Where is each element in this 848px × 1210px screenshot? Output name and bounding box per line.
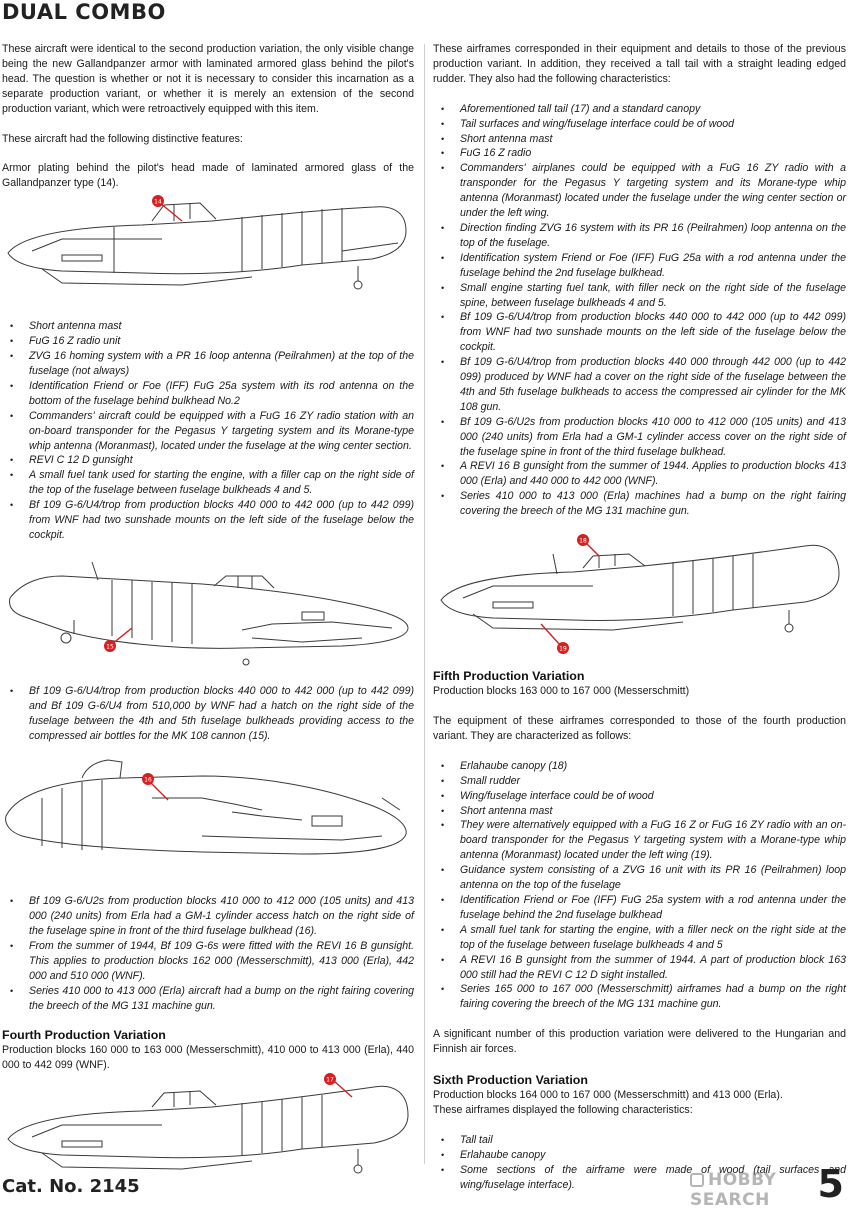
aircraft-drawing-mk108-hatch — [2, 558, 414, 676]
list-item: • A small fuel tank for starting the engine, with a filler neck on the right side at the top of the fuselage between fuselage bulkheads 4 and 5 — [433, 923, 846, 953]
section-heading-fourth: Fourth Production Variation — [2, 1027, 166, 1042]
list-item: • Wing/fuselage interface could be of wood — [433, 789, 846, 804]
list-item: • Identification system Friend or Foe (IFF) FuG 25a with a rod antenna under the fuselage behind the 2nd fuselage bulkhead. — [433, 251, 846, 281]
catalog-number: Cat. No. 2145 — [2, 1176, 140, 1197]
list-item: • Short antenna mast — [433, 132, 846, 147]
list-item: • Commanders' airplanes could be equipped with a FuG 16 ZY radio with a transponder for the Pegasus Y targeting system and its Morane-type whip antenna (Moranmast) located under the fuselage under the wing center section or under the left wing. — [433, 161, 846, 221]
list-item: • Guidance system consisting of a ZVG 16 unit with its PR 16 (Peilrahmen) loop antenna on the top of the fuselage — [433, 863, 846, 893]
list-item: • From the summer of 1944, Bf 109 G-6s were fitted with the REVI 16 B gunsight. This applies to production blocks 162 000 (Messerschmitt), 413 000 (Erla), 442 000 and 510 000 (WNF). — [2, 939, 414, 984]
callout-18: 18 — [579, 537, 587, 545]
page-number: 5 — [817, 1162, 844, 1206]
feature-list — [433, 102, 846, 519]
intro-paragraph: Armor plating behind the pilot's head made of laminated armored glass of the Gallandpanzer type (14). — [2, 162, 414, 190]
list-item: • Erlahaube canopy — [433, 1148, 846, 1163]
production-blocks: Production blocks 164 000 to 167 000 (Messerschmitt) and 413 000 (Erla). — [433, 1089, 783, 1102]
list-item: • A REVI 16 B gunsight from the summer of 1944. A part of production block 163 000 still had the REVI C 12 D sight installed. — [433, 953, 846, 983]
list-item: • Bf 109 G-6/U4/trop from production blocks 440 000 through 442 000 (up to 442 099) produced by WNF had a cover on the right side of the fuselage between the 4th and 5th fuselage bulkheads to access the compressed air cylinder for the MK 108 gun. — [433, 355, 846, 415]
callout-19: 19 — [559, 645, 567, 653]
list-item: • Aforementioned tall tail (17) and a standard canopy — [433, 102, 846, 117]
list-item: • Bf 109 G-6/U4/trop from production blocks 440 000 to 442 000 (up to 442 099) from WNF had two sunshade mounts on the left side of the fuselage below the cockpit. — [2, 498, 414, 543]
list-item: • A REVI 16 B gunsight from the summer of 1944. Applies to production blocks 413 000 (Erla) and 440 000 to 442 000 (WNF). — [433, 459, 846, 489]
feature-list — [2, 894, 414, 1013]
production-blocks: Production blocks 160 000 to 163 000 (Messerschmitt), 410 000 to 413 000 (Erla), 440 000 to 442 099 (WNF). — [2, 1043, 414, 1071]
section-intro: These airframes displayed the following characteristics: — [433, 1103, 693, 1116]
list-item: • Tail surfaces and wing/fuselage interface could be of wood — [433, 117, 846, 132]
list-item: • Series 165 000 to 167 000 (Messerschmitt) airframes had a bump on the right fairing covering the breech of the MG 131 machine gun. — [433, 982, 846, 1012]
list-item: • A small fuel tank used for starting the engine, with a filler cap on the right side of the top of the fuselage between fuselage bulkheads 4 and 5. — [2, 468, 414, 498]
list-item: • They were alternatively equipped with a FuG 16 Z or FuG 16 ZY radio with an on-board transponder for the Pegasus Y targeting system with a Morane-type whip antenna (Moranmast) located under the left wing (19). — [433, 818, 846, 863]
callout-15: 15 — [106, 643, 114, 651]
aircraft-drawing-tall-tail — [2, 1073, 414, 1183]
list-item: • Direction finding ZVG 16 system with its PR 16 (Peilrahmen) loop antenna on the top of the fuselage. — [433, 221, 846, 251]
column-divider — [424, 44, 425, 1164]
list-item: • Tall tail — [433, 1133, 846, 1148]
list-item: • Series 410 000 to 413 000 (Erla) aircraft had a bump on the right fairing covering the breech of the MG 131 machine gun. — [2, 984, 414, 1014]
intro-paragraph: These airframes corresponded in their equipment and details to those of the previous production variant. In addition, they received a tall tail with a straight leading edged rudder. They also had the following characteristics: — [433, 43, 846, 85]
list-item: • Bf 109 G-6/U2s from production blocks 410 000 to 412 000 (105 units) and 413 000 (240 units) from Erla had a GM-1 cylinder access hatch on the right side of the fuselage spine in front of the third fuselage bulkhead (16). — [2, 894, 414, 939]
list-item: • Series 410 000 to 413 000 (Erla) machines had a bump on the right fairing covering the breech of the MG 131 machine gun. — [433, 489, 846, 519]
right-column — [433, 42, 846, 1207]
watermark-text: HOBBY SEARCH — [690, 1170, 777, 1210]
list-item: • Short antenna mast — [433, 804, 846, 819]
production-blocks: Production blocks 163 000 to 167 000 (Messerschmitt) — [433, 685, 690, 698]
aircraft-drawing-gm1-hatch — [2, 758, 414, 886]
callout-17: 17 — [326, 1076, 334, 1084]
list-item: • Identification Friend or Foe (IFF) FuG 25a system with its rod antenna on the bottom of the fuselage behind bulkhead No.2 — [2, 379, 414, 409]
feature-list — [433, 759, 846, 1012]
list-item: • REVI C 12 D gunsight — [2, 453, 414, 468]
callout-14: 14 — [154, 198, 162, 206]
intro-paragraph: These aircraft had the following distinctive features: — [2, 132, 243, 145]
list-item: • Commanders' aircraft could be equipped with a FuG 16 ZY radio station with an on-board transponder for the Pegasus Y targeting system and its Morane-type whip antenna (Moranmast), located under the fuselage at the wing center section. — [2, 409, 414, 454]
page-title: DUAL COMBO — [2, 0, 166, 24]
intro-paragraph: These aircraft were identical to the second production variation, the only visible change being the new Gallandpanzer armor with laminated armored glass behind the pilot's head. The question is whether or not it is necessary to consider this incarnation as a separate production variant, or whether it is merely an extension of the second production variant, which were retroactively equipped with this item. — [2, 43, 414, 115]
section-heading-fifth: Fifth Production Variation — [433, 669, 585, 684]
list-item: • ZVG 16 homing system with a PR 16 loop antenna (Peilrahmen) at the top of the fuselage (not always) — [2, 349, 414, 379]
section-intro: The equipment of these airframes corresponded to those of the fourth production variant. They are characterized as follows: — [433, 715, 846, 742]
list-item: • Bf 109 G-6/U4/trop from production blocks 440 000 to 442 000 (up to 442 099) and Bf 109 G-6/U4 from 510,000 by WNF had a hatch on the right side of the fuselage between the 4th and 5th fuselage bulkheads providing access to the compressed air bottles for the MK 108 cannon (15). — [2, 684, 414, 744]
left-column — [2, 42, 414, 1183]
hobby-search-logo-icon — [690, 1173, 704, 1187]
list-item: • Bf 109 G-6/U4/trop from production blocks 440 000 to 442 000 (up to 442 099) from WNF had two sunshade mounts on the left side of the fuselage below the cockpit. — [433, 310, 846, 355]
list-item: • Bf 109 G-6/U2s from production blocks 410 000 to 412 000 (105 units) and 413 000 (240 units) from Erla had a GM-1 cylinder access cover on the right side of the fuselage spine in front of the third fuselage bulkhead. — [433, 415, 846, 460]
delivery-note: A significant number of this production variation were delivered to the Hungarian and Finnish air forces. — [433, 1028, 846, 1056]
callout-16: 16 — [144, 776, 152, 784]
list-item: • Some sections of the airframe were made of wood (tail surfaces and wing/fuselage interface). — [433, 1163, 846, 1193]
feature-list — [2, 319, 414, 543]
aircraft-drawing-erlahaube — [433, 534, 846, 660]
list-item: • FuG 16 Z radio — [433, 146, 846, 161]
list-item: • FuG 16 Z radio unit — [2, 334, 414, 349]
list-item: • Erlahaube canopy (18) — [433, 759, 846, 774]
list-item: • Identification Friend or Foe (IFF) FuG 25a system with a rod antenna under the fuselage behind the 2nd fuselage bulkhead — [433, 893, 846, 923]
section-heading-sixth: Sixth Production Variation — [433, 1073, 588, 1088]
list-item: • Short antenna mast — [2, 319, 414, 334]
list-item: • Small rudder — [433, 774, 846, 789]
aircraft-drawing-armor-glass — [2, 191, 414, 311]
feature-list — [2, 684, 414, 744]
list-item: • Small engine starting fuel tank, with filler neck on the right side of the fuselage spine, between fuselage bulkheads 4 and 5. — [433, 281, 846, 311]
